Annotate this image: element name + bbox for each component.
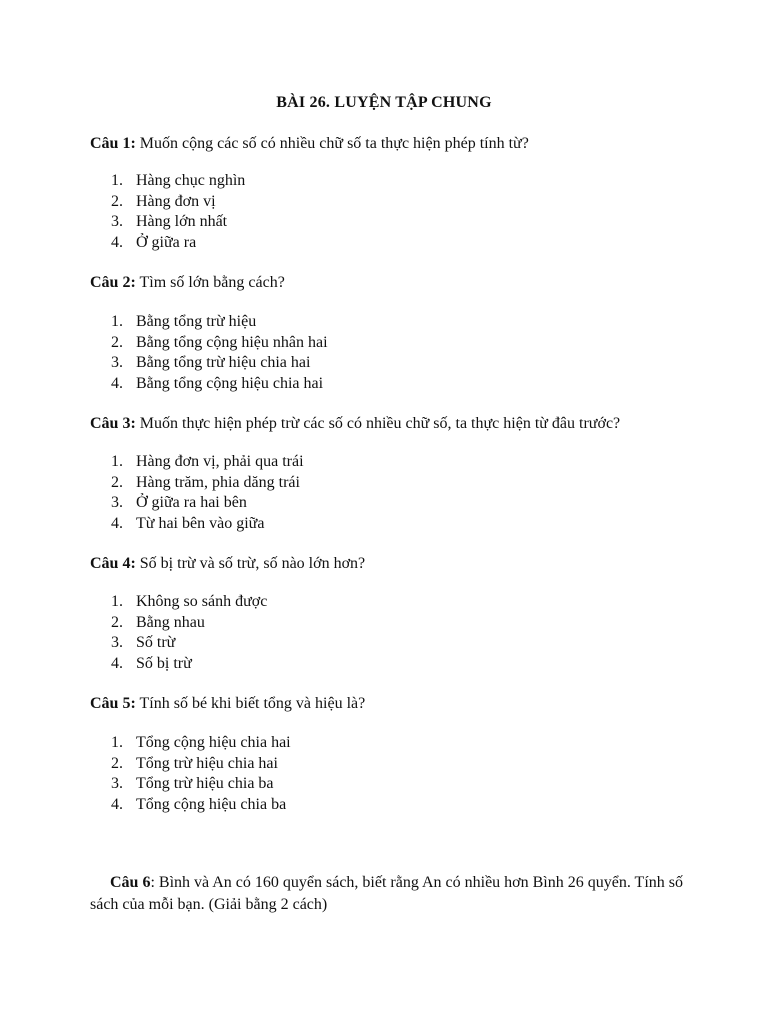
option-number: 2.	[111, 473, 123, 491]
page-title: BÀI 26. LUYỆN TẬP CHUNG	[276, 94, 492, 111]
list-item	[111, 754, 291, 775]
option-text: Bằng tổng trừ hiệu	[136, 313, 257, 330]
list-item	[111, 514, 304, 535]
list-item	[111, 452, 304, 473]
question-1-text: Muốn cộng các số có nhiều chữ số ta thực hiện phép tính từ?	[139, 135, 529, 152]
option-number: 1.	[111, 593, 123, 610]
question-6	[90, 872, 690, 916]
option-text: Bằng tổng trừ hiệu chia hai	[136, 354, 311, 372]
list-item	[111, 733, 291, 754]
question-2-options	[111, 312, 328, 395]
question-2-label: Câu 2:	[90, 274, 136, 291]
option-number: 2.	[111, 192, 123, 210]
option-text: Ở giữa ra hai bên	[136, 494, 247, 512]
option-number: 1.	[111, 313, 123, 330]
option-number: 2.	[111, 613, 123, 631]
list-item	[111, 233, 245, 254]
list-item	[111, 171, 245, 192]
option-number: 3.	[111, 494, 123, 512]
option-text: Hàng trăm, phia dăng trái	[136, 473, 300, 491]
option-text: Hàng đơn vị, phải qua trái	[136, 453, 304, 470]
option-text: Hàng chục nghìn	[136, 172, 246, 189]
option-text: Không so sánh được	[136, 593, 268, 610]
question-6-text: : Bình và An có 160 quyển sách, biết rằng An có nhiều hơn Bình 26 quyển. Tính số sách của mỗi bạn. (Giải bằng 2 cách)	[90, 874, 683, 913]
option-number: 3.	[111, 775, 123, 793]
question-4-text: Số bị trừ và số trừ, số nào lớn hơn?	[139, 555, 366, 572]
option-number: 3.	[111, 354, 123, 372]
option-number: 2.	[111, 333, 123, 351]
option-number: 4.	[111, 375, 123, 393]
list-item	[111, 795, 291, 816]
option-text: Tổng cộng hiệu chia hai	[136, 734, 291, 751]
question-3-options	[111, 452, 304, 535]
option-text: Bằng tổng cộng hiệu nhân hai	[136, 333, 328, 351]
question-4	[90, 554, 690, 574]
option-number: 4.	[111, 234, 123, 252]
list-item	[111, 654, 267, 675]
question-5-label: Câu 5:	[90, 695, 136, 712]
list-item	[111, 774, 291, 795]
option-text: Số trừ	[136, 634, 176, 652]
question-3-text: Muốn thực hiện phép trừ các số có nhiều chữ số, ta thực hiện từ đâu trước?	[139, 415, 621, 432]
question-4-options	[111, 592, 267, 675]
question-5-text: Tính số bé khi biết tổng và hiệu là?	[139, 695, 366, 712]
option-number: 4.	[111, 796, 123, 814]
option-text: Số bị trừ	[136, 655, 192, 673]
option-text: Hàng lớn nhất	[136, 213, 228, 231]
list-item	[111, 312, 328, 333]
question-5-options	[111, 733, 291, 816]
question-1	[90, 134, 690, 154]
list-item	[111, 493, 304, 514]
option-text: Bằng nhau	[136, 613, 205, 631]
option-number: 1.	[111, 453, 123, 470]
option-text: Tổng cộng hiệu chia ba	[136, 796, 287, 814]
option-text: Ở giữa ra	[136, 234, 197, 252]
option-number: 1.	[111, 172, 123, 189]
question-2	[90, 273, 690, 293]
option-text: Từ hai bên vào giữa	[136, 515, 265, 533]
list-item	[111, 192, 245, 213]
list-item	[111, 353, 328, 374]
list-item	[111, 473, 304, 494]
option-text: Tổng trừ hiệu chia hai	[136, 754, 278, 772]
question-6-label: Câu 6	[110, 874, 151, 891]
option-text: Hàng đơn vị	[136, 192, 216, 210]
list-item	[111, 212, 245, 233]
question-2-text: Tìm số lớn bằng cách?	[139, 274, 285, 291]
list-item	[111, 333, 328, 354]
option-number: 4.	[111, 515, 123, 533]
question-1-options	[111, 171, 245, 254]
question-3	[90, 414, 710, 434]
option-number: 2.	[111, 754, 123, 772]
list-item	[111, 633, 267, 654]
option-number: 1.	[111, 734, 123, 751]
option-text: Bằng tổng cộng hiệu chia hai	[136, 375, 324, 393]
list-item	[111, 374, 328, 395]
option-number: 3.	[111, 213, 123, 231]
question-1-label: Câu 1:	[90, 135, 136, 152]
question-5	[90, 694, 690, 714]
option-number: 4.	[111, 655, 123, 673]
list-item	[111, 592, 267, 613]
list-item	[111, 613, 267, 634]
option-text: Tổng trừ hiệu chia ba	[136, 775, 274, 793]
question-4-label: Câu 4:	[90, 555, 136, 572]
option-number: 3.	[111, 634, 123, 652]
question-3-label: Câu 3:	[90, 415, 136, 432]
